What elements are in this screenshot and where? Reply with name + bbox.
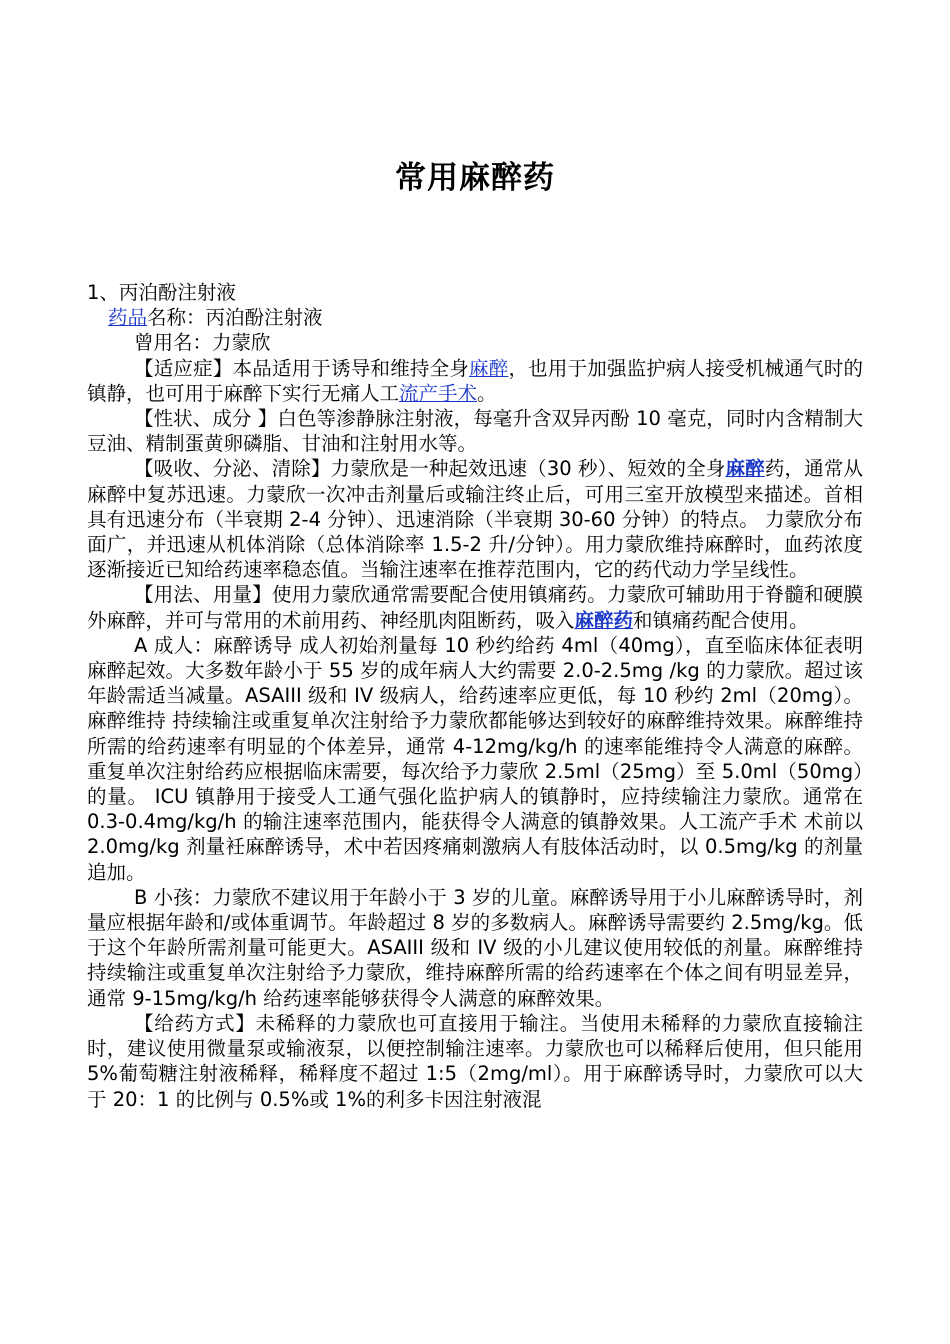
properties-paragraph: 【性状、成分 】白色等渗静脉注射液，每毫升含双异丙酚 10 毫克，同时内含精制大豆油、精制蛋黄卵磷脂、甘油和注射用水等。 xyxy=(87,407,863,456)
dosage-paragraph xyxy=(87,582,863,632)
dosage-text: 【用法、用量】使用力蒙欣通常需要配合使用镇痛药。力蒙欣可辅助用于脊髓和硬膜外麻醉，并可与常用的术前用药、神经肌肉阻断药，吸入 xyxy=(87,583,863,632)
administration-paragraph: 【给药方式】未稀释的力蒙欣也可直接用于输注。当使用未稀释的力蒙欣直接输注时，建议使用微量泵或输液泵，以便控制输注速率。力蒙欣也可以稀释后使用，但只能用 5%葡萄糖注射液稀释，稀释度不超过 1:5（2mg/ml）。用于麻醉诱导时，力蒙欣可以大于 20：1 的比例与 0.5%或 1%的利多卡因注射液混 xyxy=(87,1011,863,1111)
abortion-surgery-link[interactable]: 流产手术 xyxy=(399,381,478,405)
anesthesia-link-2[interactable]: 麻醉 xyxy=(725,457,765,481)
indications-paragraph xyxy=(87,356,863,406)
child-dosage-paragraph: B 小孩：力蒙欣不建议用于年龄小于 3 岁的儿童。麻醉诱导用于小儿麻醉诱导时，剂量应根据年龄和/或体重调节。年龄超过 8 岁的多数病人。麻醉诱导需要约 2.5mg/kg。低于这个年龄所需剂量可能更大。ASAIII 级和 IV 级的小儿建议使用较低的剂量。麻醉维持持续输注或重复单次注射给予力蒙欣，维持麻醉所需的给药速率在个体之间有明显差异，通常 9-15mg/kg/h 给药速率能够获得令人满意的麻醉效果。 xyxy=(87,885,863,1010)
section-heading: 1、丙泊酚注射液 xyxy=(87,281,236,304)
document-body xyxy=(87,280,863,1112)
anesthesia-link[interactable]: 麻醉 xyxy=(469,356,509,380)
common-name-line: 曾用名：力蒙欣 xyxy=(134,331,271,355)
drug-name-line xyxy=(87,305,863,330)
indications-text-2: ，也用于加强监护病人接受机械通气时的镇静，也可用于麻醉下实行无痛人工 xyxy=(87,356,863,405)
drug-link[interactable]: 药品 xyxy=(108,306,148,330)
indications-text-3: 。 xyxy=(477,381,497,405)
page-title: 常用麻醉药 xyxy=(395,160,555,196)
anesthetic-drug-link[interactable]: 麻醉药 xyxy=(574,608,634,632)
pharmacokinetics-paragraph xyxy=(87,456,863,582)
adult-dosage-paragraph: A 成人：麻醉诱导 成人初始剂量每 10 秒约给药 4ml（40mg），直至临床体征表明麻醉起效。大多数年龄小于 55 岁的成年病人大约需要 2.0-2.5mg /kg 的力蒙欣。超过该年龄需适当减量。ASAIII 级和 IV 级病人，给药速率应更低，每 10 秒约 2ml（20mg）。麻醉维持 持续输注或重复单次注射给予力蒙欣都能够达到较好的麻醉维持效果。麻醉维持所需的给药速率有明显的个体差异，通常 4-12mg/kg/h 的速率能维持令人满意的麻醉。重复单次注射给药应根据临床需要，每次给予力蒙欣 2.5ml（25mg）至 5.0ml（50mg）的量。 ICU 镇静用于接受人工通气强化监护病人的镇静时，应持续输注力蒙欣。通常在 0.3-0.4mg/kg/h 的输注速率范围内，能获得令人满意的镇静效果。人工流产手术 术前以 2.0mg/kg 剂量衽麻醉诱导，术中若因疼痛刺激病人有肢体活动时，以 0.5mg/kg 的剂量追加。 xyxy=(87,633,863,884)
pharmacokinetics-text: 【吸收、分泌、清除】力蒙欣是一种起效迅速（30 秒）、短效的全身 xyxy=(134,457,726,481)
pharmacokinetics-text-2: 药，通常从麻醉中复苏迅速。力蒙欣一次冲击剂量后或输注终止后，可用三室开放模型来描述。首相具有迅速分布（半衰期 2-4 分钟）、迅速消除（半衰期 30-60 分钟）的特点。 力蒙欣分布面广，并迅速从机体消除（总体消除率 1.5-2 升/分钟）。用力蒙欣维持麻醉时，血药浓度逐渐接近已知给药速率稳态值。当输注速率在推荐范围内，它的药代动力学呈线性。 xyxy=(87,457,863,582)
dosage-text-2: 和镇痛药配合使用。 xyxy=(633,608,809,632)
drug-name-text: 名称：丙泊酚注射液 xyxy=(147,306,323,330)
indications-text: 【适应症】本品适用于诱导和维持全身 xyxy=(134,356,470,380)
